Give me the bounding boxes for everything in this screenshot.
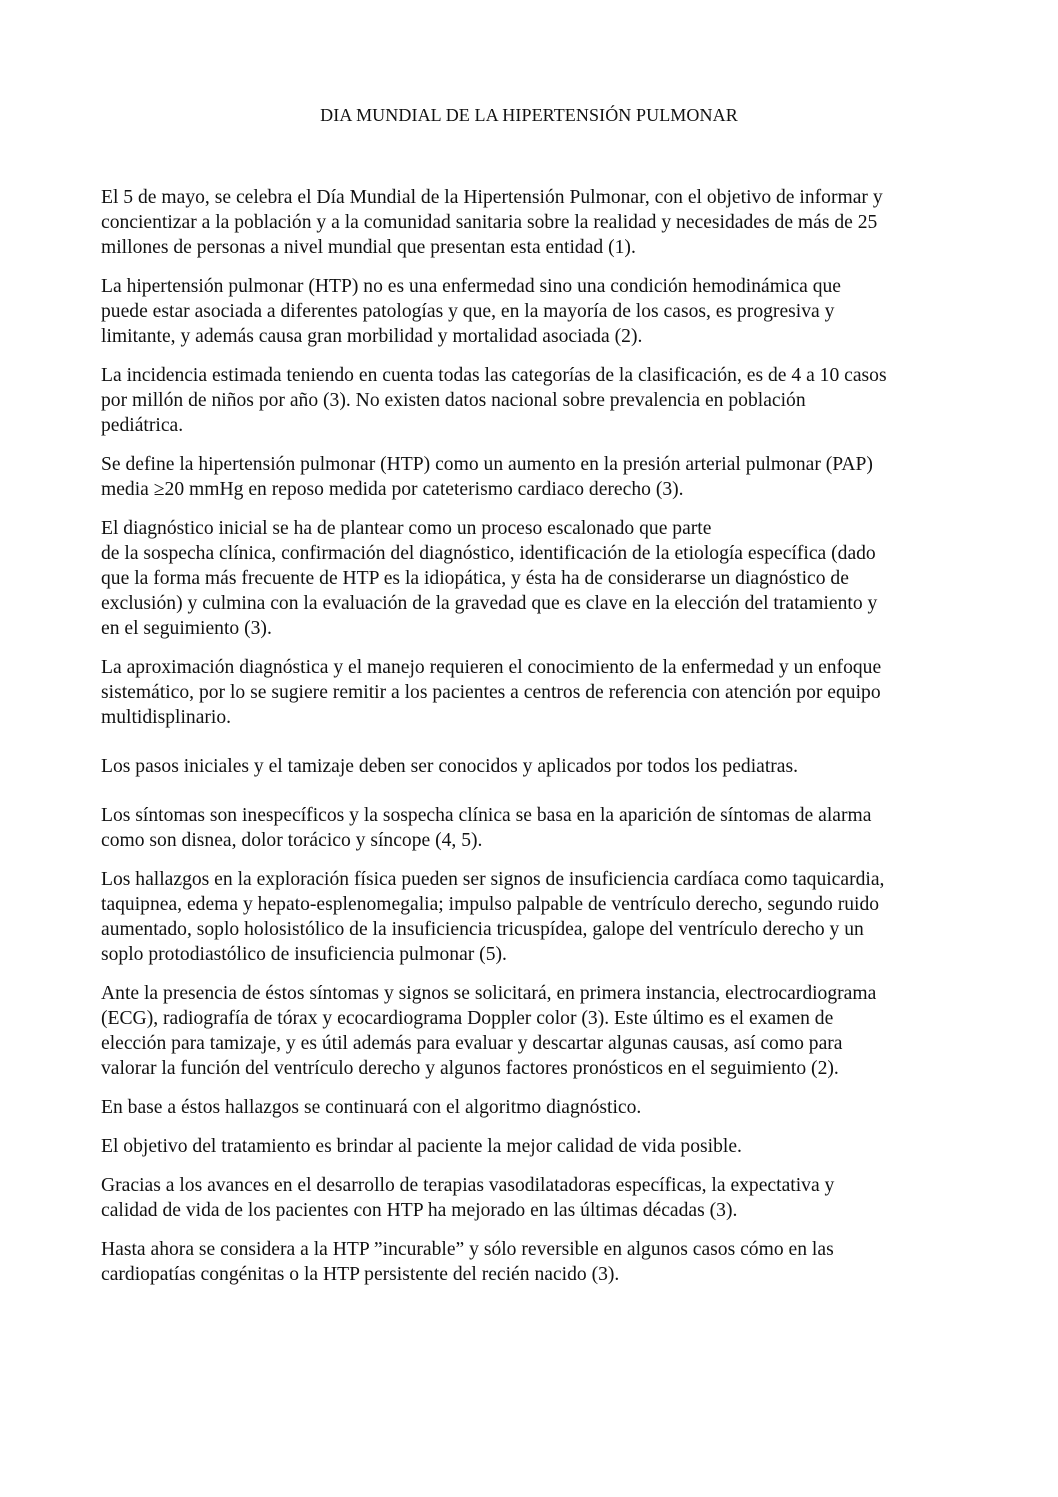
paragraph-initial-diagnosis: El diagnóstico inicial se ha de plantear como un proceso escalonado que parte de la sospecha clínica, confirmación del diagnóstico, identificación de la etiología específica (dado que la forma más frecuente de HTP es la idiopática, y ésta ha de considerarse un diagnóstico de exclusión) y culmina con la evaluación de la gravedad que es clave en la elección del tratamiento y en el seguimiento (3). [101,518,878,639]
paragraph-htp-definition-condition: La hipertensión pulmonar (HTP) no es una enfermedad sino una condición hemodinámica que puede estar asociada a diferentes patologías y que, en la mayoría de los casos, es progresiva y limitante, y además causa gran morbilidad y mortalidad asociada (2). [101,276,841,347]
paragraph-prognosis: Hasta ahora se considera a la HTP ”incurable” y sólo reversible en algunos casos cómo en las cardiopatías congénitas o la HTP persistente del recién nacido (3). [101,1239,834,1285]
paragraph-symptoms: Los síntomas son inespecíficos y la sospecha clínica se basa en la aparición de síntomas de alarma como son disnea, dolor torácico y síncope (4, 5). [101,805,872,851]
paragraph-treatment-goal: El objetivo del tratamiento es brindar al paciente la mejor calidad de vida posible. [101,1136,742,1157]
document-title: DIA MUNDIAL DE LA HIPERTENSIÓN PULMONAR [320,105,738,125]
paragraph-therapy-advances: Gracias a los avances en el desarrollo de terapias vasodilatadoras específicas, la expectativa y calidad de vida de los pacientes con HTP ha mejorado en las últimas décadas (3). [101,1175,835,1221]
document-body [101,185,971,1301]
paragraph-incidence: La incidencia estimada teniendo en cuenta todas las categorías de la clasificación, es de 4 a 10 casos por millón de niños por año (3). No existen datos nacional sobre prevalencia en población pediátrica. [101,365,887,436]
paragraph-htp-definition-pressure: Se define la hipertensión pulmonar (HTP) como un aumento en la presión arterial pulmonar (PAP) media ≥20 mmHg en reposo medida por cateterismo cardiaco derecho (3). [101,454,873,500]
paragraph-diagnostic-approach: La aproximación diagnóstica y el manejo requieren el conocimiento de la enfermedad y un enfoque sistemático, por lo se sugiere remitir a los pacientes a centros de referencia con atención por equipo multidisplinario. [101,657,882,728]
paragraph-screening: Los pasos iniciales y el tamizaje deben ser conocidos y aplicados por todos los pediatras. [101,756,799,777]
paragraph-physical-findings: Los hallazgos en la exploración física pueden ser signos de insuficiencia cardíaca como taquicardia, taquipnea, edema y hepato-esplenomegalia; impulso palpable de ventrículo derecho, segundo ruido aumentado, soplo holosistólico de la insuficiencia tricuspídea, galope del ventrículo derecho y un soplo protodiastólico de insuficiencia pulmonar (5). [101,869,885,965]
paragraph-algorithm: En base a éstos hallazgos se continuará con el algoritmo diagnóstico. [101,1097,642,1118]
paragraph-world-day: El 5 de mayo, se celebra el Día Mundial de la Hipertensión Pulmonar, con el objetivo de informar y concientizar a la población y a la comunidad sanitaria sobre la realidad y necesidades de más de 25 millones de personas a nivel mundial que presentan esta entidad (1). [101,187,883,258]
paragraph-initial-tests: Ante la presencia de éstos síntomas y signos se solicitará, en primera instancia, electrocardiograma (ECG), radiografía de tórax y ecocardiograma Doppler color (3). Este último es el examen de elección para tamizaje, y es útil además para evaluar y descartar algunas causas, así como para valorar la función del ventrículo derecho y algunos factores pronósticos en el seguimiento (2). [101,983,877,1079]
